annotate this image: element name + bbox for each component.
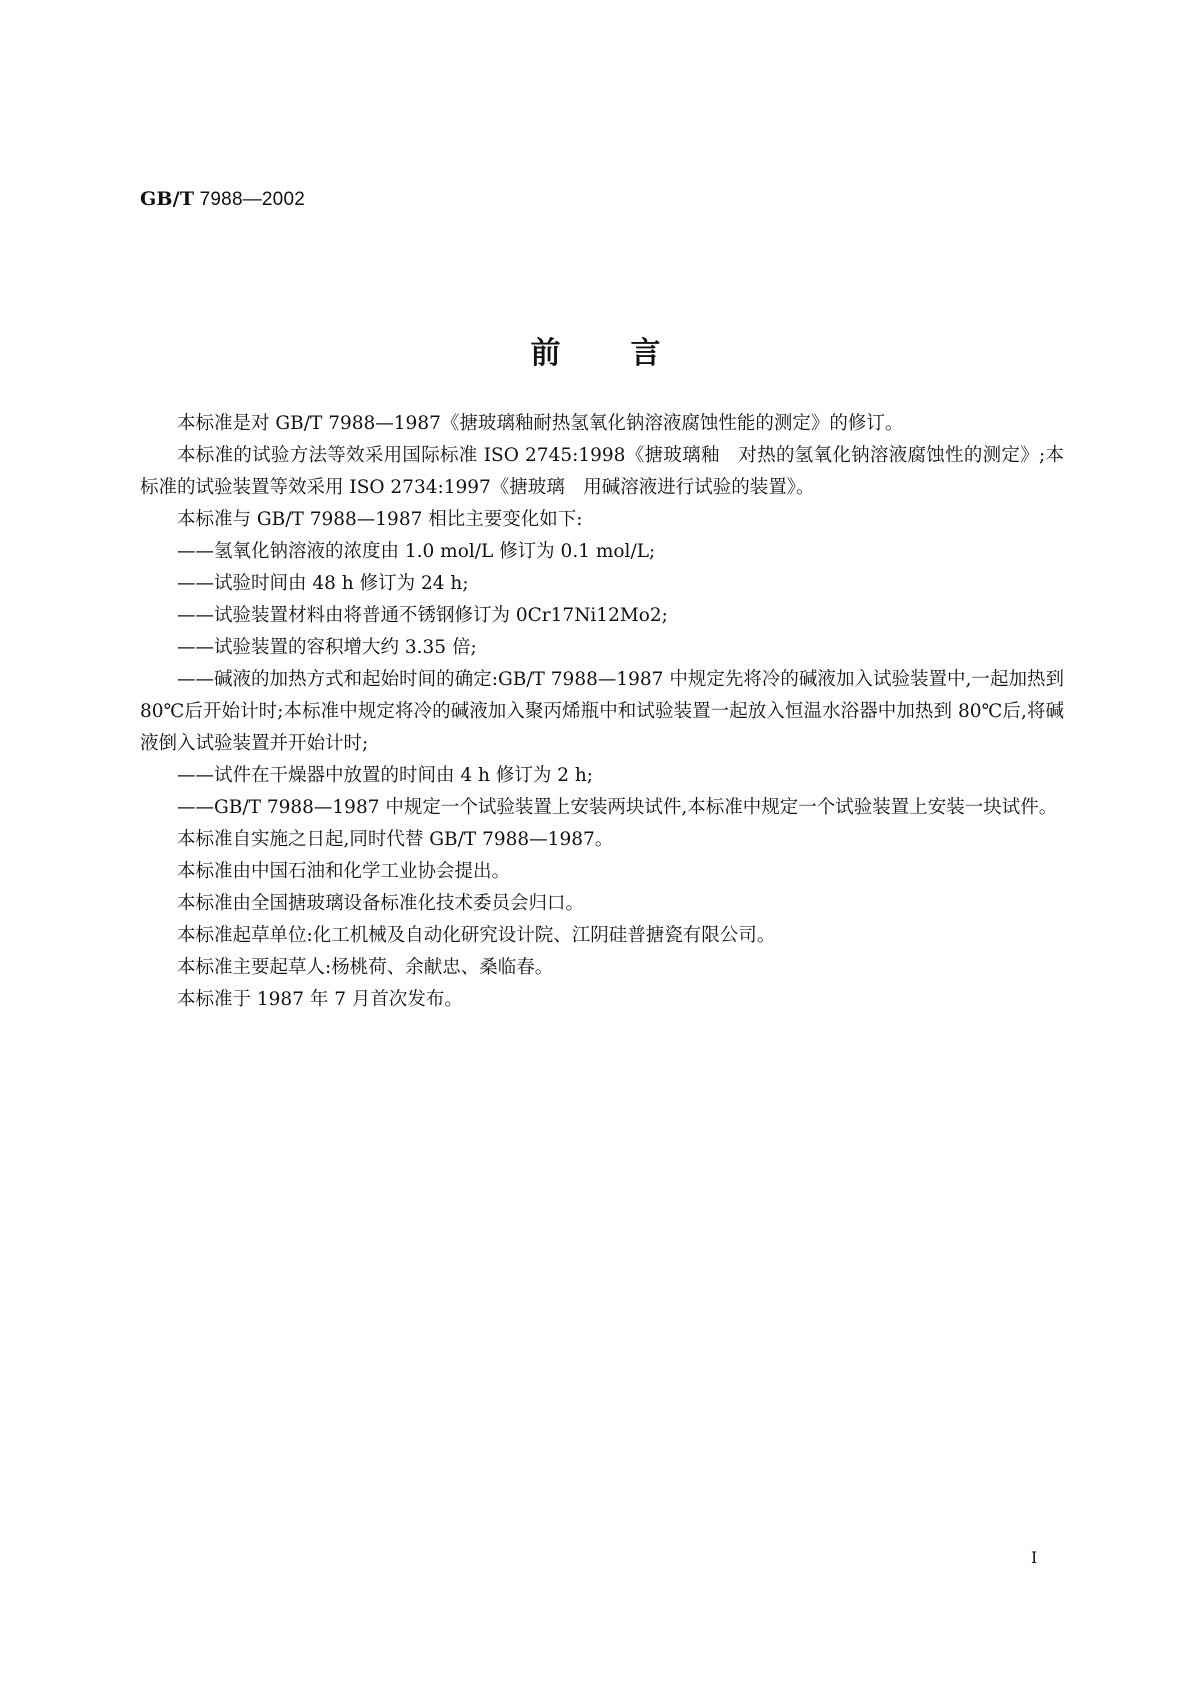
change-list-item: ——试验装置材料由将普通不锈钢修订为 0Cr17Ni12Mo2; <box>177 605 668 626</box>
change-list-item: ——GB/T 7988—1987 中规定一个试验装置上安装两块试件,本标准中规定一个试验装置上安装一块试件。 <box>177 797 1058 818</box>
paragraph: 本标准由中国石油和化学工业协会提出。 <box>177 861 511 882</box>
change-list-item: ——碱液的加热方式和起始时间的确定:GB/T 7988—1987 中规定先将冷的碱液加入试验装置中,一起加热到 80℃后开始计时;本标准中规定将冷的碱液加入聚丙烯瓶中和试验装置一起放入恒温水浴器中加热到 80℃后,将碱液倒入试验装置并开始计时; <box>140 669 1064 754</box>
standard-code-prefix: GB/T <box>140 188 195 210</box>
paragraph: 本标准与 GB/T 7988—1987 相比主要变化如下: <box>177 509 583 530</box>
paragraph: 本标准是对 GB/T 7988—1987《搪玻璃釉耐热氢氧化钠溶液腐蚀性能的测定》的修订。 <box>177 413 904 434</box>
change-list-item: ——试验装置的容积增大约 3.35 倍; <box>177 637 477 658</box>
paragraph: 本标准由全国搪玻璃设备标准化技术委员会归口。 <box>177 893 585 914</box>
standard-code-number: 7988—2002 <box>194 189 305 210</box>
paragraph: 本标准的试验方法等效采用国际标准 ISO 2745:1998《搪玻璃釉 对热的氢氧化钠溶液腐蚀性的测定》;本标准的试验装置等效采用 ISO 2734:1997《搪玻璃 用碱溶液进行试验的装置》。 <box>140 445 1064 498</box>
foreword-body <box>140 408 1064 1016</box>
paragraph: 本标准主要起草人:杨桃荷、余献忠、桑临春。 <box>177 957 554 978</box>
page-number: I <box>1031 1548 1038 1567</box>
change-list-item: ——试验时间由 48 h 修订为 24 h; <box>177 573 469 594</box>
change-list-item: ——氢氧化钠溶液的浓度由 1.0 mol/L 修订为 0.1 mol/L; <box>177 541 656 562</box>
paragraph: 本标准自实施之日起,同时代替 GB/T 7988—1987。 <box>177 829 614 850</box>
standard-code <box>140 188 305 211</box>
paragraph: 本标准起草单位:化工机械及自动化研究设计院、江阴硅普搪瓷有限公司。 <box>177 925 776 946</box>
paragraph: 本标准于 1987 年 7 月首次发布。 <box>177 989 463 1010</box>
change-list-item: ——试件在干燥器中放置的时间由 4 h 修订为 2 h; <box>177 765 594 786</box>
page-title: 前言 <box>530 336 731 371</box>
